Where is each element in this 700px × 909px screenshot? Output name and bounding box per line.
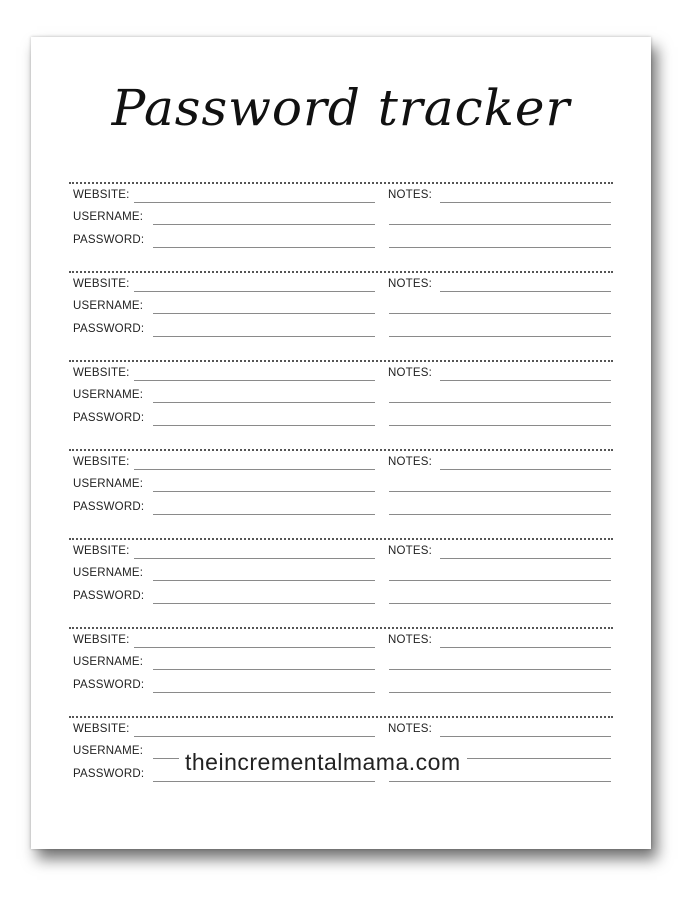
password-field[interactable] [153,336,375,337]
username-label: USERNAME: [73,656,144,668]
notes-field[interactable] [440,647,611,648]
website-field[interactable] [134,380,375,381]
username-label: USERNAME: [73,389,144,401]
username-field[interactable] [153,402,375,403]
website-label: WEBSITE: [73,189,130,201]
password-field[interactable] [153,692,375,693]
website-label: WEBSITE: [73,545,130,557]
notes-line[interactable] [389,580,611,581]
username-label: USERNAME: [73,300,144,312]
website-label: WEBSITE: [73,367,130,379]
entry-block [69,627,613,716]
entry-block [69,538,613,627]
password-field[interactable] [153,603,375,604]
website-field[interactable] [134,202,375,203]
website-field[interactable] [134,558,375,559]
username-label: USERNAME: [73,478,144,490]
notes-field[interactable] [440,202,611,203]
notes-label: NOTES: [388,456,433,468]
notes-field[interactable] [440,736,611,737]
notes-line[interactable] [389,336,611,337]
website-label: WEBSITE: [73,634,130,646]
notes-line[interactable] [389,491,611,492]
password-field[interactable] [153,514,375,515]
dotted-separator [69,716,613,718]
notes-label: NOTES: [388,189,433,201]
notes-line[interactable] [389,692,611,693]
username-field[interactable] [153,313,375,314]
dotted-separator [69,182,613,184]
entry-block [69,449,613,538]
password-label: PASSWORD: [73,501,145,513]
password-label: PASSWORD: [73,590,145,602]
notes-field[interactable] [440,558,611,559]
notes-line[interactable] [389,425,611,426]
dotted-separator [69,627,613,629]
password-field[interactable] [153,247,375,248]
dotted-separator [69,360,613,362]
website-field[interactable] [134,469,375,470]
entry-block [69,182,613,271]
username-field[interactable] [153,224,375,225]
username-label: USERNAME: [73,567,144,579]
website-field[interactable] [134,736,375,737]
password-label: PASSWORD: [73,768,145,780]
password-label: PASSWORD: [73,323,145,335]
notes-label: NOTES: [388,634,433,646]
notes-field[interactable] [440,380,611,381]
notes-line[interactable] [389,781,611,782]
notes-label: NOTES: [388,723,433,735]
username-field[interactable] [153,669,375,670]
username-label: USERNAME: [73,211,144,223]
dotted-separator [69,449,613,451]
page-title: Password tracker [111,79,571,137]
entry-block [69,360,613,449]
password-label: PASSWORD: [73,412,145,424]
username-field[interactable] [153,580,375,581]
password-field[interactable] [153,781,375,782]
entry-block [69,271,613,360]
username-field[interactable] [153,491,375,492]
notes-label: NOTES: [388,545,433,557]
website-label: WEBSITE: [73,723,130,735]
printable-page [31,37,651,849]
notes-label: NOTES: [388,278,433,290]
notes-field[interactable] [440,291,611,292]
dotted-separator [69,271,613,273]
notes-line[interactable] [389,224,611,225]
notes-line[interactable] [389,669,611,670]
website-field[interactable] [134,647,375,648]
password-field[interactable] [153,425,375,426]
website-field[interactable] [134,291,375,292]
notes-line[interactable] [389,603,611,604]
notes-line[interactable] [389,313,611,314]
password-label: PASSWORD: [73,679,145,691]
watermark: theincrementalmama.com [179,749,467,776]
notes-field[interactable] [440,469,611,470]
notes-line[interactable] [389,402,611,403]
dotted-separator [69,538,613,540]
notes-line[interactable] [389,247,611,248]
notes-label: NOTES: [388,367,433,379]
website-label: WEBSITE: [73,278,130,290]
notes-line[interactable] [389,514,611,515]
website-label: WEBSITE: [73,456,130,468]
password-label: PASSWORD: [73,234,145,246]
username-label: USERNAME: [73,745,144,757]
